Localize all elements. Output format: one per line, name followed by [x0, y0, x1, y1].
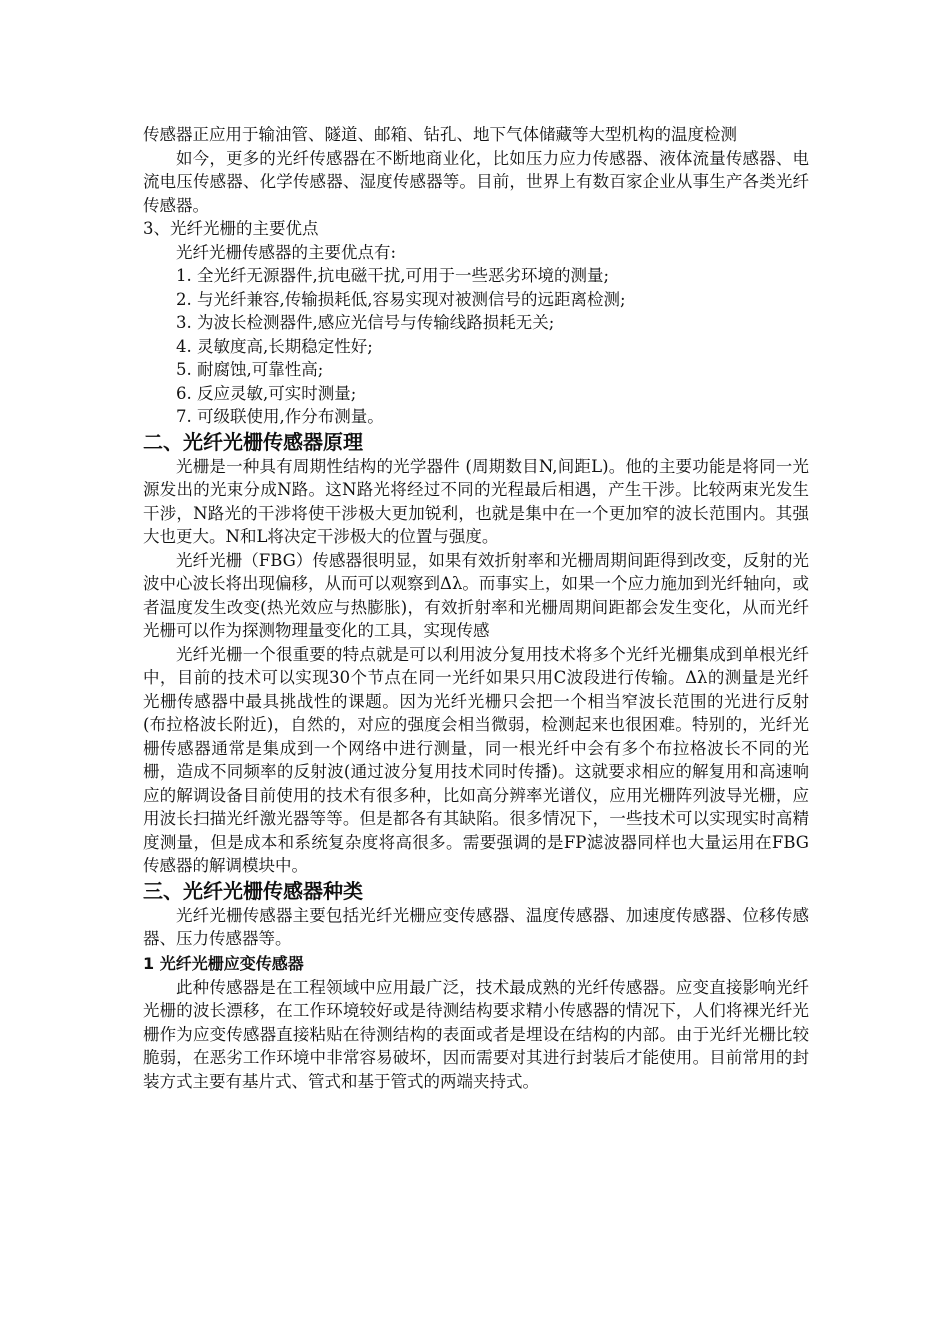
list-item: 4. 灵敏度高,长期稳定性好; [176, 336, 373, 356]
list-item: 2. 与光纤兼容,传输损耗低,容易实现对被测信号的远距离检测; [176, 289, 626, 309]
list-item: 1. 全光纤无源器件,抗电磁干扰,可用于一些恶劣环境的测量; [176, 266, 610, 285]
advantages-list [143, 264, 809, 429]
paragraph-sensor-types: 光纤光栅传感器主要包括光纤光栅应变传感器、温度传感器、加速度传感器、位移传感器、压力传感器等。 [143, 905, 809, 948]
advantages-intro: 光纤光栅传感器的主要优点有: [176, 242, 397, 262]
section-title-advantages: 3、光纤光栅的主要优点 [143, 219, 319, 238]
list-item: 3. 为波长检测器件,感应光信号与传输线路损耗无关; [176, 313, 555, 332]
paragraph-commercialization: 如今，更多的光纤传感器在不断地商业化，比如压力应力传感器、液体流量传感器、电流电压传感器、化学传感器、湿度传感器等。目前，世界上有数百家企业从事生产各类光纤传感器。 [143, 148, 809, 215]
list-item: 6. 反应灵敏,可实时测量; [176, 383, 357, 403]
paragraph-strain-sensor: 此种传感器是在工程领域中应用最广泛，技术最成熟的光纤传感器。应变直接影响光纤光栅的波长漂移，在工作环境较好或是待测结构要求精小传感器的情况下，人们将裸光纤光栅作为应变传感器直接粘贴在待测结构的表面或者是埋设在结构的内部。由于光纤光栅比较脆弱，在恶劣工作环境中非常容易破坏，因而需要对其进行封装后才能使用。目前常用的封装方式主要有基片式、管式和基于管式的两端夹持式。 [143, 977, 809, 1091]
paragraph-fbg-shift: 光纤光栅（FBG）传感器很明显，如果有效折射率和光栅周期间距得到改变，反射的光波中心波长将出现偏移，从而可以观察到Δλ。而事实上，如果一个应力施加到光纤轴向，或者温度发生改变(热光效应与热膨胀)，有效折射率和光栅周期间距都会发生变化，从而光纤光栅可以作为探测物理量变化的工具，实现传感 [143, 550, 809, 640]
heading-sensor-types: 三、光纤光栅传感器种类 [143, 878, 363, 903]
paragraph-temperature-applications: 传感器正应用于输油管、隧道、邮箱、钻孔、地下气体储藏等大型机构的温度检测 [143, 125, 737, 144]
list-item: 5. 耐腐蚀,可靠性高; [176, 360, 324, 379]
paragraph-grating-definition: 光栅是一种具有周期性结构的光学器件 (周期数目N,间距L)。他的主要功能是将同一光源发出的光束分成N路。这N路光将经过不同的光程最后相遇，产生干涉。比较两束光发生干涉，N路光的干涉将使干涉极大更加锐利，也就是集中在一个更加窄的波长范围内。其强大也更大。N和L将决定干涉极大的位置与强度。 [143, 456, 809, 546]
document-page [143, 123, 809, 1093]
subheading-strain-sensor: 1 光纤光栅应变传感器 [143, 953, 304, 973]
list-item: 7. 可级联使用,作分布测量。 [176, 407, 384, 426]
paragraph-wavelength-multiplexing: 光纤光栅一个很重要的特点就是可以利用波分复用技术将多个光纤光栅集成到单根光纤中，目前的技术可以实现30个节点在同一光纤如果只用C波段进行传输。Δλ的测量是光纤光栅传感器中最具挑战性的课题。因为光纤光栅只会把一个相当窄波长范围的光进行反射(布拉格波长附近)，自然的，对应的强度会相当微弱，检测起来也很困难。特别的，光纤光栅传感器通常是集成到一个网络中进行测量，同一根光纤中会有多个布拉格波长不同的光栅，造成不同频率的反射波(通过波分复用技术同时传播)。这就要求相应的解复用和高速响应的解调设备目前使用的技术有很多种，比如高分辨率光谱仪，应用光栅阵列波导光栅，应用波长扫描光纤激光器等等。但是都各有其缺陷。很多情况下，一些技术可以实现实时高精度测量，但是成本和系统复杂度将高很多。需要强调的是FP滤波器同样也大量运用在FBG传感器的解调模块中。 [143, 644, 809, 875]
heading-sensor-principle: 二、光纤光栅传感器原理 [143, 429, 363, 454]
